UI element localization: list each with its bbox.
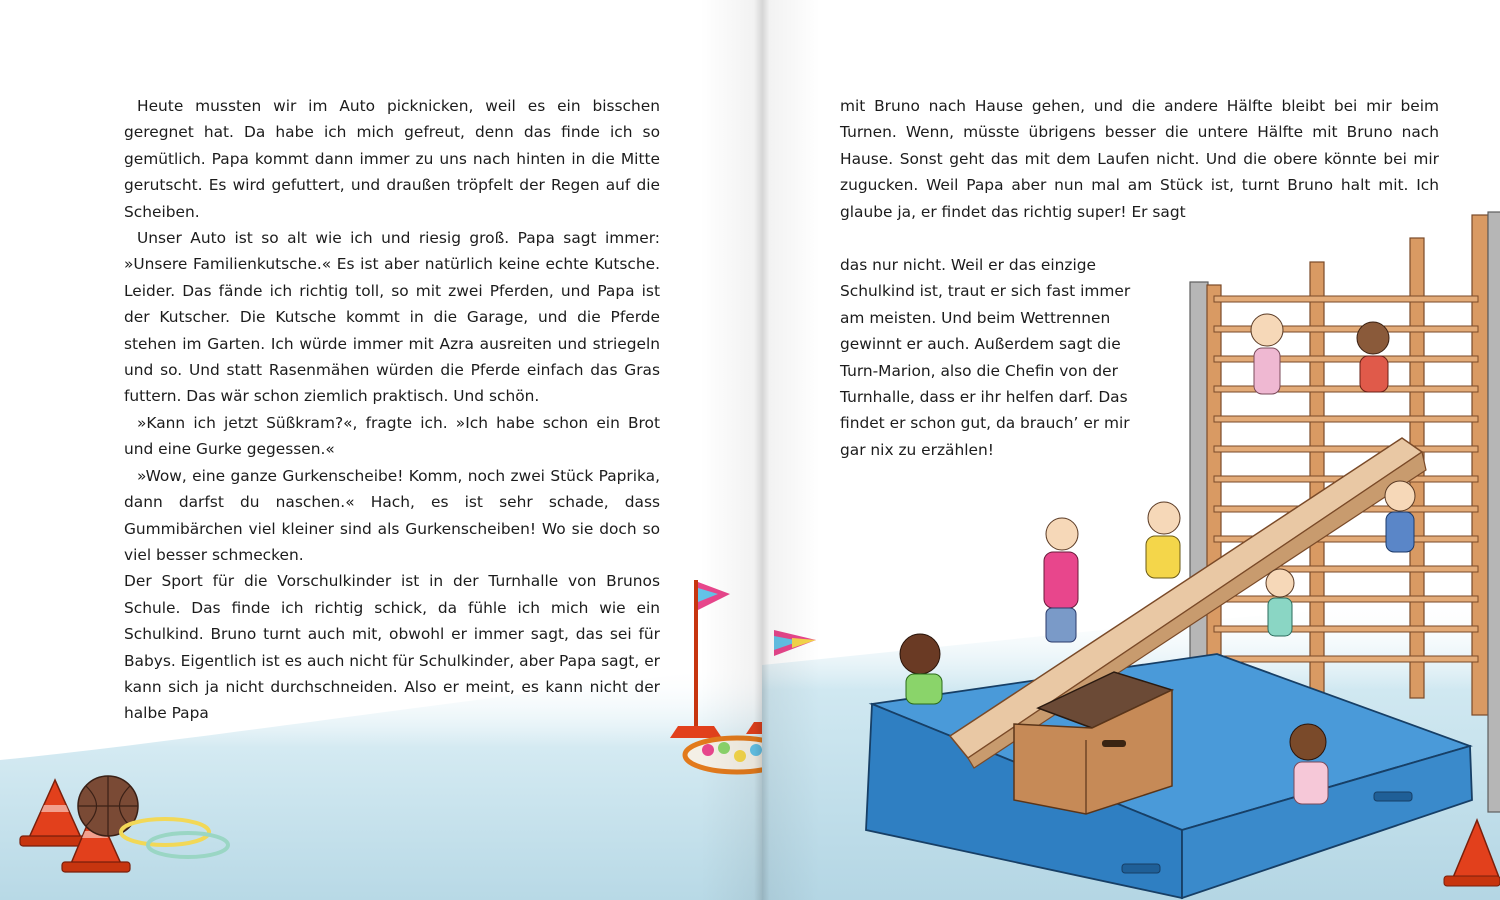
right-page [762,0,1500,900]
left-text-column [124,93,660,727]
child-figure-icon [1146,502,1180,578]
ball-tray-icon [685,738,762,772]
child-figure-icon [1044,518,1078,642]
right-text-top [840,93,1439,225]
paragraph: das nur nicht. Weil er das einzige Schulkind ist, traut er sich fast immer am meisten. Und beim Wettrennen gewinnt er auch. Außerdem sagt die Turn-Marion, also die Chefin von der Turnhalle, dass er ihr helfen darf. Das findet er schon gut, da brauch’ er mir gar nix zu erzählen! [840,256,1131,459]
paragraph: »Wow, eine ganze Gurkenscheibe! Komm, noch zwei Stück Paprika, dann darfst du naschen.« Hach, es ist sehr schade, dass Gummibärchen viel kleiner sind als Gurkenscheiben! Wo sie doch so viel besser schmecken. [124,466,660,564]
paragraph: Der Sport für die Vorschulkinder ist in der Turnhalle von Brunos Schule. Das finde ich richtig schick, da fühle ich mich wie ein Schulkind. Bruno turnt auch mit, obwohl er immer sagt, das sei für Babys. Eigentlich ist es auch nicht für Schulkinder, aber Papa sagt, er kann sich ja nicht durchschneiden. Also er meint, es kann nicht der halbe Papa [124,572,660,723]
right-text-narrow [840,252,1156,463]
paragraph: mit Bruno nach Hause gehen, und die andere Hälfte bleibt bei mir beim Turnen. Wenn, müsste übrigens besser die untere Hälfte mit Bruno nach Hause. Sonst geht das mit dem Laufen nicht. Und die obere könnte bei mir zugucken. Weil Papa aber nun mal am Stück ist, turnt Bruno halt mit. Ich glaube ja, er findet das richtig super! Er sagt [840,97,1439,221]
child-figure-icon [1385,481,1415,552]
paragraph: Heute mussten wir im Auto picknicken, weil es ein bisschen geregnet hat. Da habe ich mich gefreut, denn das finde ich so gemütlich. Papa kommt dann immer zu uns nach hinten in die Mitte gerutscht. Es wird gefuttert, und draußen tröpfelt der Regen auf die Scheiben. [124,97,660,221]
basketball-icon [78,776,138,836]
paragraph: Unser Auto ist so alt wie ich und riesig groß. Papa sagt immer: »Unsere Familienkutsche.« Es ist aber natürlich keine echte Kutsche. Leider. Das fände ich richtig toll, so mit zwei Pferden, und Papa ist der Kutscher. Die Kutsche kommt in die Garage, und die Pferde stehen im Garten. Ich würde immer mit Azra ausreiten und striegeln und so. Und statt Rasenmähen würden die Pferde einfach das Gras futtern. Das wär schon ziemlich praktisch. Und schön. [124,229,660,406]
paragraph: »Kann ich jetzt Süßkram?«, fragte ich. »Ich habe schon ein Brot und eine Gurke gegessen.« [124,413,660,459]
child-figure-icon [1251,314,1283,394]
flag-icon [774,630,816,656]
child-figure-icon [1266,569,1294,636]
